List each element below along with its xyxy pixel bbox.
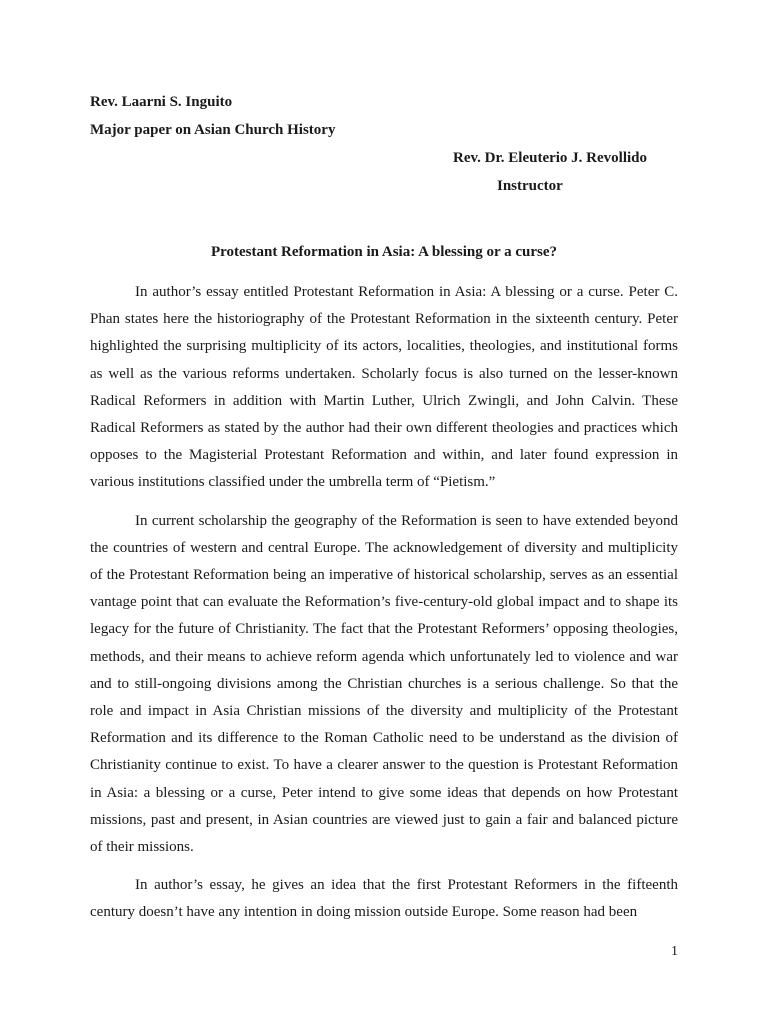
author-name: Rev. Laarni S. Inguito [90,94,233,110]
paragraph: In author’s essay entitled Protestant Reformation in Asia: A blessing or a curse. Peter C. Phan states here the historiography of the Protestant Reformation in the sixteenth century. Peter highlighted the surprising multiplicity of its actors, localities, theologies, and institutional forms as well as the various reforms undertaken. Scholarly focus is also turned on the lesser-known Radical Reformers in addition with Martin Luther, Ulrich Zwingli, and John Calvin. These Radical Reformers as stated by the author had their own different theologies and practices which opposes to the Magisterial Protestant Reformation and within, and later found expression in various institutions classified under the umbrella term of “Pietism.” [90,284,678,491]
paragraph: In current scholarship the geography of the Reformation is seen to have extended beyond the countries of western and central Europe. The acknowledgement of diversity and multiplicity of the Protestant Reformation being an imperative of historical scholarship, serves as an essential vantage point that can evaluate the Reformation’s five-century-old global impact and to shape its legacy for the future of Christianity. The fact that the Protestant Reformers’ opposing theologies, methods, and their means to achieve reform agenda which unfortunately led to violence and war and to still-ongoing divisions among the Christian churches is a serious challenge. So that the role and impact in Asia Christian missions of the diversity and multiplicity of the Protestant Reformation and its difference to the Roman Catholic need to be understand as the division of Christianity continue to exist. To have a clearer answer to the question is Protestant Reformation in Asia: a blessing or a curse, Peter intend to give some ideas that depends on how Protestant missions, past and present, in Asian countries are viewed just to gain a fair and balanced picture of their missions. [90,512,678,856]
essay-title: Protestant Reformation in Asia: A blessing or a curse? [210,244,558,260]
instructor-name: Rev. Dr. Eleuterio J. Revollido [453,150,648,166]
page-number: 1 [671,944,678,959]
essay-body [90,279,678,938]
instructor-title: Instructor [497,178,563,194]
paper-type: Major paper on Asian Church History [90,122,336,138]
paragraph: In author’s essay, he gives an idea that the first Protestant Reformers in the fifteenth century doesn’t have any intention in doing mission outside Europe. Some reason had been [90,877,678,921]
